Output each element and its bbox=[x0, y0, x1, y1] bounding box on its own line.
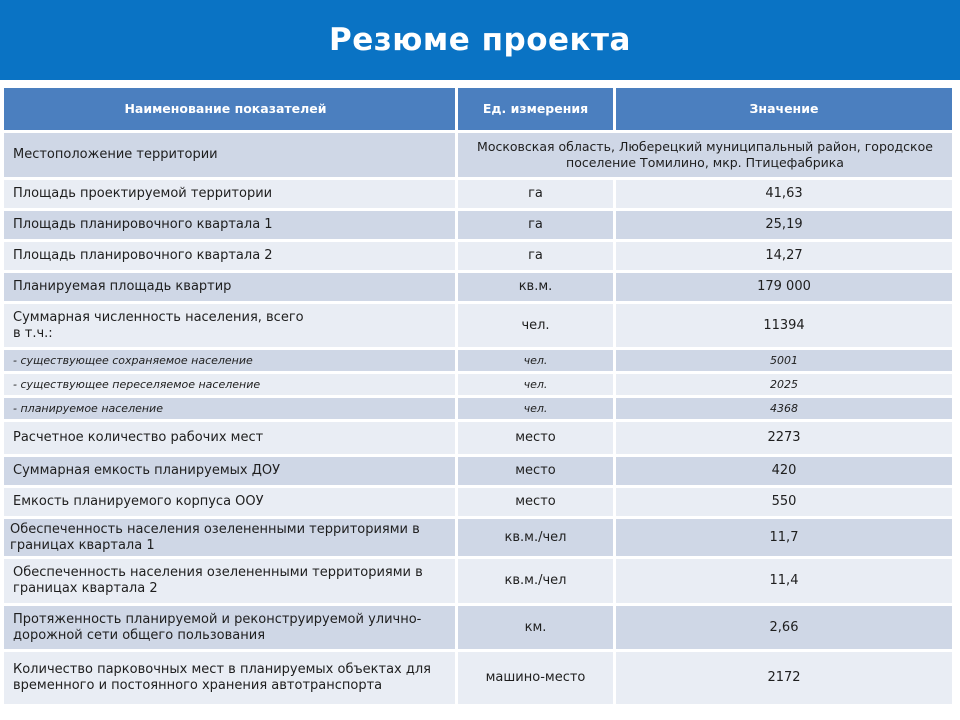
row-name: Площадь планировочного квартала 1 bbox=[4, 211, 455, 239]
table-row bbox=[4, 180, 952, 208]
row-name: Протяженность планируемой и реконструируемой улично-дорожной сети общего пользования bbox=[4, 606, 455, 649]
row-name: - существующее сохраняемое население bbox=[4, 350, 455, 371]
row-value: 2172 bbox=[616, 652, 952, 704]
row-unit: место bbox=[458, 457, 613, 485]
row-name: Площадь планировочного квартала 2 bbox=[4, 242, 455, 270]
summary-table bbox=[4, 88, 952, 707]
row-unit: кв.м./чел bbox=[458, 519, 613, 556]
row-value: 11,4 bbox=[616, 559, 952, 603]
row-unit: кв.м./чел bbox=[458, 559, 613, 603]
row-name: Площадь проектируемой территории bbox=[4, 180, 455, 208]
row-unit: га bbox=[458, 211, 613, 239]
row-unit: км. bbox=[458, 606, 613, 649]
row-name: Суммарная численность населения, всего в т.ч.: bbox=[4, 304, 455, 347]
row-name: Обеспеченность населения озелененными территориями в границах квартала 2 bbox=[4, 559, 455, 603]
row-value: 14,27 bbox=[616, 242, 952, 270]
row-value: 420 bbox=[616, 457, 952, 485]
row-value: 5001 bbox=[616, 350, 952, 371]
row-unit: место bbox=[458, 488, 613, 516]
row-name: - существующее переселяемое население bbox=[4, 374, 455, 395]
header-value: Значение bbox=[616, 88, 952, 130]
table-row bbox=[4, 304, 952, 347]
table-row bbox=[4, 559, 952, 603]
row-name: - планируемое население bbox=[4, 398, 455, 419]
table-row bbox=[4, 242, 952, 270]
header-unit: Ед. измерения bbox=[458, 88, 613, 130]
row-value: 11,7 bbox=[616, 519, 952, 556]
row-name: Обеспеченность населения озелененными территориями в границах квартала 1 bbox=[4, 519, 455, 556]
row-name: Емкость планируемого корпуса ООУ bbox=[4, 488, 455, 516]
row-value: 4368 bbox=[616, 398, 952, 419]
table-row bbox=[4, 519, 952, 556]
table-row bbox=[4, 350, 952, 371]
page-title: Резюме проекта bbox=[329, 22, 631, 58]
row-value: 2,66 bbox=[616, 606, 952, 649]
row-unit: га bbox=[458, 242, 613, 270]
row-name: Планируемая площадь квартир bbox=[4, 273, 455, 301]
table-row bbox=[4, 422, 952, 454]
row-unit: машино-место bbox=[458, 652, 613, 704]
row-unit: чел. bbox=[458, 350, 613, 371]
row-value: 11394 bbox=[616, 304, 952, 347]
table-row bbox=[4, 133, 952, 177]
row-name: Количество парковочных мест в планируемых объектах для временного и постоянного хранения автотранспорта bbox=[4, 652, 455, 704]
row-unit: чел. bbox=[458, 374, 613, 395]
row-unit: место bbox=[458, 422, 613, 454]
row-unit: чел. bbox=[458, 304, 613, 347]
table-row bbox=[4, 488, 952, 516]
row-value: 179 000 bbox=[616, 273, 952, 301]
row-value: 550 bbox=[616, 488, 952, 516]
row-value: 25,19 bbox=[616, 211, 952, 239]
table-row bbox=[4, 652, 952, 704]
row-name: Местоположение территории bbox=[4, 133, 455, 177]
title-banner bbox=[0, 0, 960, 80]
table-row bbox=[4, 606, 952, 649]
row-value: 41,63 bbox=[616, 180, 952, 208]
row-unit: чел. bbox=[458, 398, 613, 419]
row-name: Расчетное количество рабочих мест bbox=[4, 422, 455, 454]
row-value: Московская область, Люберецкий муниципальный район, городское поселение Томилино, мкр. Птицефабрика bbox=[458, 133, 952, 177]
header-indicator-name: Наименование показателей bbox=[4, 88, 455, 130]
table-header-row bbox=[4, 88, 952, 130]
row-name: Суммарная емкость планируемых ДОУ bbox=[4, 457, 455, 485]
table-row bbox=[4, 374, 952, 395]
row-value: 2273 bbox=[616, 422, 952, 454]
row-unit: га bbox=[458, 180, 613, 208]
table-row bbox=[4, 273, 952, 301]
row-unit: кв.м. bbox=[458, 273, 613, 301]
table-row bbox=[4, 211, 952, 239]
row-value: 2025 bbox=[616, 374, 952, 395]
table-row bbox=[4, 457, 952, 485]
table-row bbox=[4, 398, 952, 419]
